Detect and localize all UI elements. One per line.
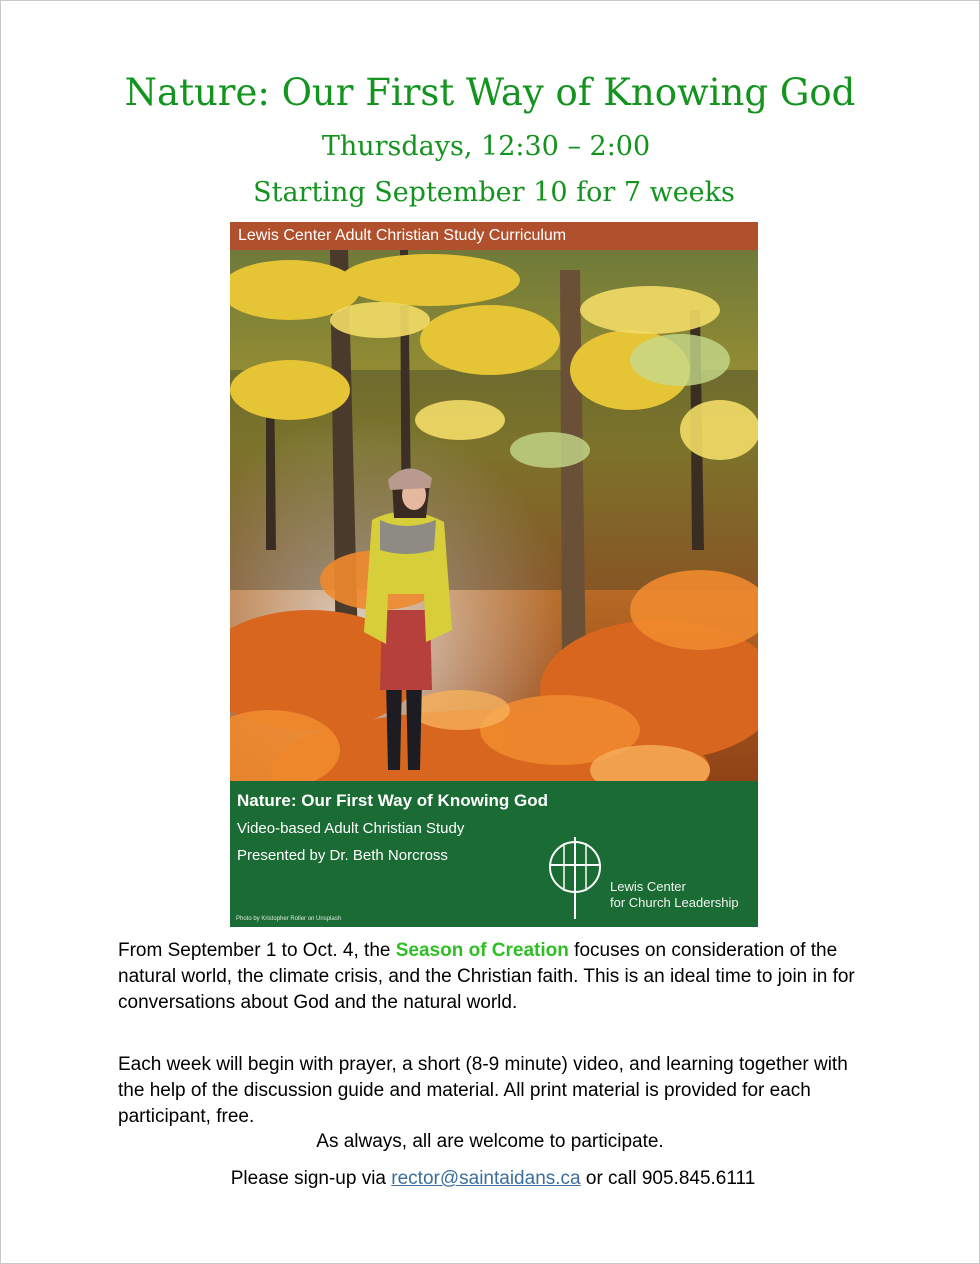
signup-line <box>3 1166 980 1192</box>
cover-banner: Lewis Center Adult Christian Study Curriculum <box>230 222 758 250</box>
cross-circle-logo-icon <box>546 835 612 921</box>
cover-subtitle: Video-based Adult Christian Study <box>237 820 465 837</box>
photo-credit: Photo by Kristopher Roller on Unsplash <box>236 916 342 922</box>
logo-line-2: for Church Leadership <box>610 895 739 910</box>
season-of-creation-highlight: Season of Creation <box>395 940 569 961</box>
signup-text-before: Please sign-up via <box>230 1168 392 1189</box>
cover-footer <box>230 781 758 927</box>
signup-text-after: or call 905.845.6111 <box>580 1168 756 1189</box>
season-of-creation-paragraph <box>118 938 878 1016</box>
welcome-line: As always, all are welcome to participate. <box>316 1131 664 1152</box>
start-date-line: Starting September 10 for 7 weeks <box>253 177 735 208</box>
schedule-line: Thursdays, 12:30 – 2:00 <box>321 131 651 162</box>
logo-line-1: Lewis Center <box>610 879 686 894</box>
cover-presenter: Presented by Dr. Beth Norcross <box>237 847 448 864</box>
page-title: Nature: Our First Way of Knowing God <box>124 71 856 114</box>
logo-text <box>610 879 739 911</box>
p1-text-after: focuses on consideration of the natural world, the climate crisis, and the Christian faith. This is an ideal time to join in for conversations about God and the natural world. <box>118 940 855 1013</box>
email-link[interactable]: rector@saintaidans.ca <box>391 1168 581 1189</box>
weekly-format-paragraph: Each week will begin with prayer, a short (8-9 minute) video, and learning together with the help of the discussion guide and material. All print material is provided for each participant, free. <box>118 1054 848 1127</box>
autumn-forest-photo <box>230 250 758 808</box>
cover-title: Nature: Our First Way of Knowing God <box>237 791 549 810</box>
curriculum-cover-image <box>230 222 758 927</box>
p1-text-before: From September 1 to Oct. 4, the <box>118 940 396 961</box>
